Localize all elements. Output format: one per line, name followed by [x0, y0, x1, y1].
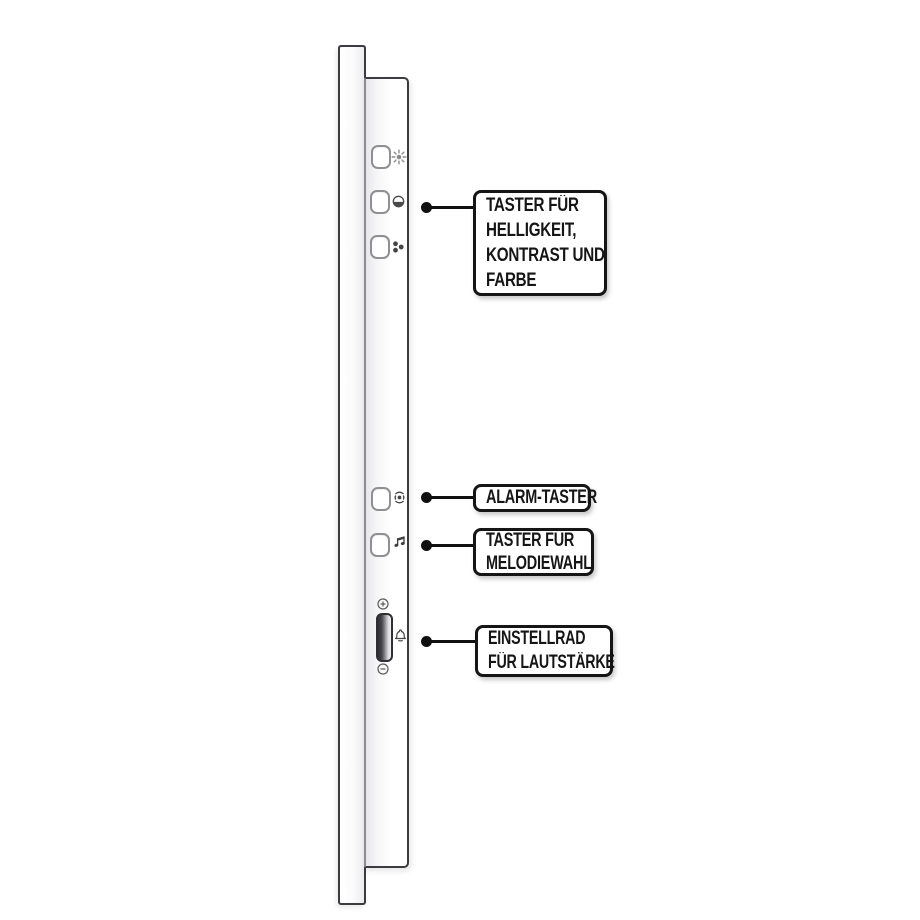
callout-text-line: EINSTELLRAD [488, 628, 586, 649]
contrast-button [370, 190, 390, 214]
callout-line-volume [426, 640, 475, 643]
callout-text-line: KONTRAST UND [486, 245, 605, 266]
callout-line-melody [426, 544, 473, 547]
callout-label-alarm [473, 484, 597, 512]
alarm-waves-icon [392, 489, 407, 506]
volume-wheel [376, 613, 393, 662]
callout-text-line: ALARM-TASTER [486, 487, 597, 508]
callout-label-volume [475, 625, 613, 677]
callout-label-melody [473, 528, 594, 576]
contrast-icon [392, 195, 405, 208]
color-dots-icon [391, 240, 405, 254]
callout-text-line: TASTER FÜR [486, 195, 579, 216]
alarm-button [371, 487, 391, 511]
callout-line-alarm [426, 496, 473, 499]
callout-label-brightness-contrast-color [473, 190, 607, 296]
callout-text-line: FARBE [486, 270, 537, 291]
music-note-icon [392, 534, 407, 549]
bell-icon [393, 627, 408, 643]
melody-button [370, 533, 390, 557]
callout-line-brightness [426, 206, 473, 209]
plus-icon [377, 598, 389, 610]
sun-icon [391, 149, 407, 165]
color-button [370, 235, 390, 259]
minus-icon [377, 663, 389, 675]
callout-text-line: MELODIEWAHL [486, 553, 592, 574]
device-side-profile [338, 45, 366, 905]
callout-text-line: TASTER FÜR [486, 530, 575, 551]
brightness-button [371, 145, 391, 169]
callout-text-line: FÜR LAUTSTÄRKE [488, 652, 615, 673]
callout-text-line: HELLIGKEIT, [486, 220, 577, 241]
